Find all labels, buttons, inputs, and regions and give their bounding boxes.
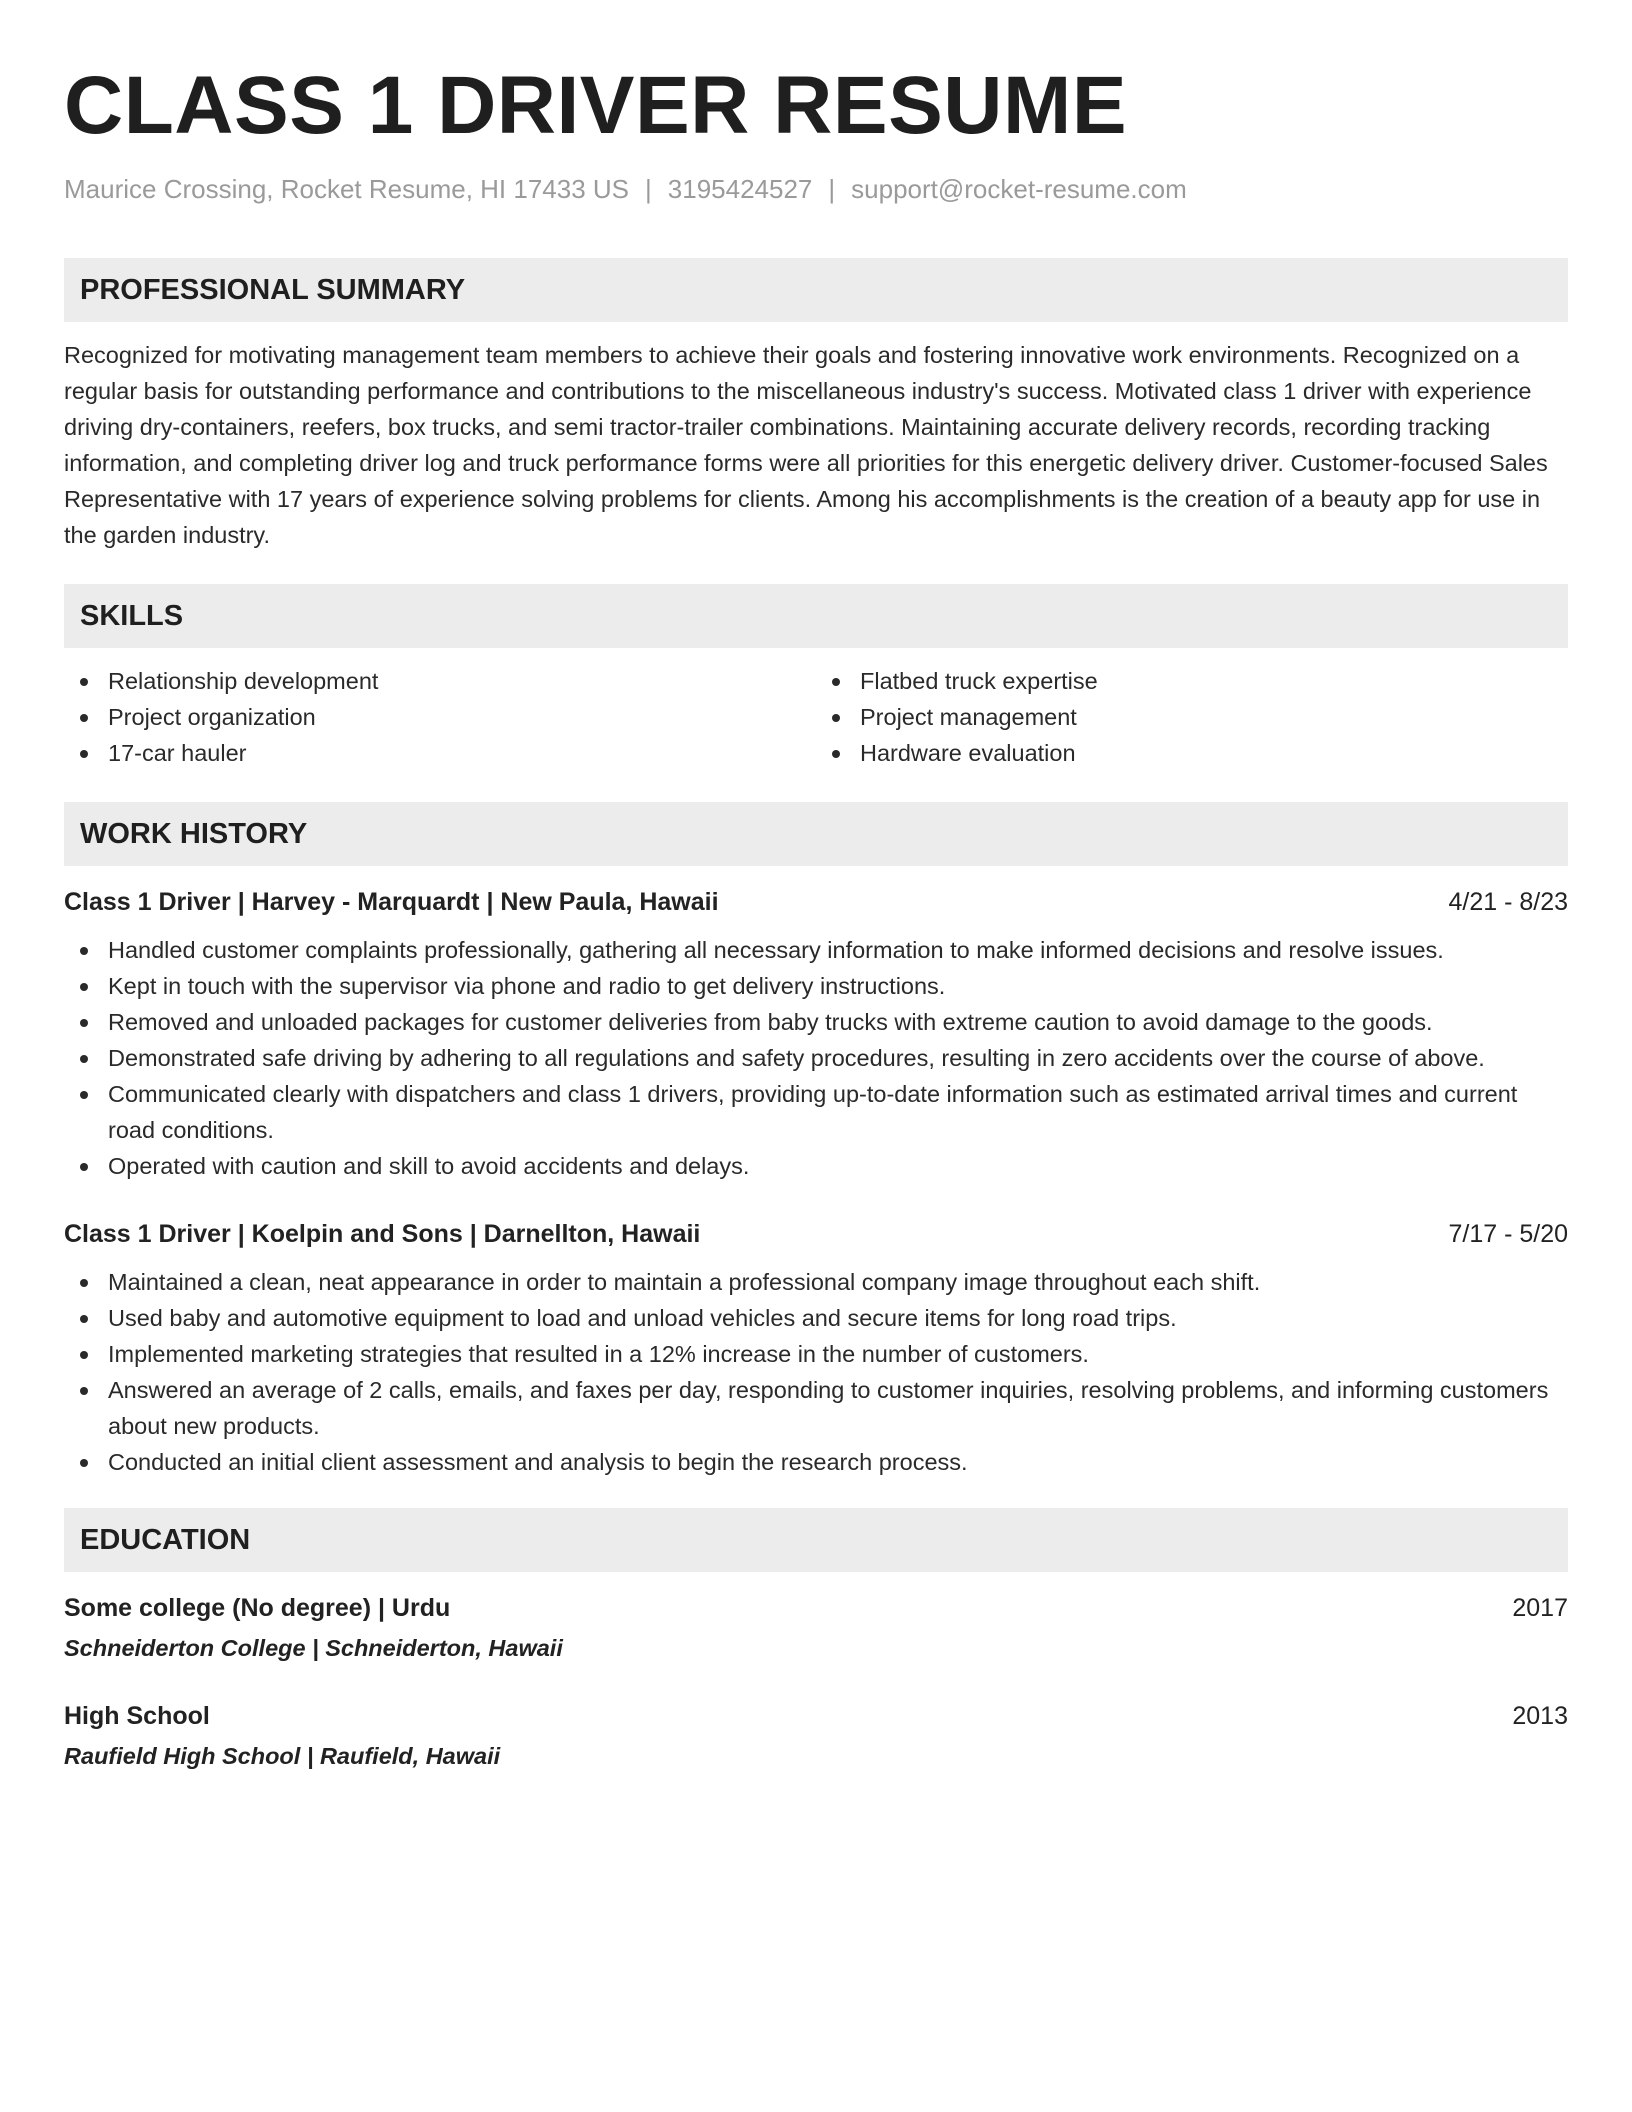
contact-address: Maurice Crossing, Rocket Resume, HI 17433 US <box>64 174 630 204</box>
job-bullets <box>64 1264 1568 1480</box>
job-bullet: Conducted an initial client assessment and analysis to begin the research process. <box>64 1444 1568 1480</box>
education-year: 2017 <box>1512 1594 1568 1622</box>
job-title: Class 1 Driver | Harvey - Marquardt | New Paula, Hawaii <box>64 888 719 916</box>
education-entry <box>64 1696 1568 1776</box>
education-degree: Some college (No degree) | Urdu <box>64 1594 451 1622</box>
job-bullet: Maintained a clean, neat appearance in order to maintain a professional company image throughout each shift. <box>64 1264 1568 1300</box>
skills-column-left <box>64 663 816 771</box>
job-dates: 7/17 - 5/20 <box>1448 1220 1568 1248</box>
skills-list <box>64 663 1568 771</box>
job-bullet: Answered an average of 2 calls, emails, and faxes per day, responding to customer inquiries, resolving problems, and informing customers about new products. <box>64 1372 1568 1444</box>
job-header <box>64 882 1568 922</box>
job-bullet: Removed and unloaded packages for customer deliveries from baby trucks with extreme caution to avoid damage to the goods. <box>64 1004 1568 1040</box>
skill-item: Flatbed truck expertise <box>816 663 1568 699</box>
skill-item: Project organization <box>64 699 816 735</box>
job-bullet: Communicated clearly with dispatchers and class 1 drivers, providing up-to-date information such as estimated arrival times and current road conditions. <box>64 1076 1568 1148</box>
skills-column-right <box>816 663 1568 771</box>
contact-separator: | <box>645 174 652 204</box>
skill-item: Project management <box>816 699 1568 735</box>
job-bullet: Kept in touch with the supervisor via phone and radio to get delivery instructions. <box>64 968 1568 1004</box>
skill-item: Relationship development <box>64 663 816 699</box>
education-degree: High School <box>64 1702 210 1730</box>
job-dates: 4/21 - 8/23 <box>1448 888 1568 916</box>
job-bullets <box>64 932 1568 1184</box>
job-bullet: Implemented marketing strategies that resulted in a 12% increase in the number of customers. <box>64 1336 1568 1372</box>
section-heading-work-history: WORK HISTORY <box>64 802 1568 866</box>
contact-phone: 3195424527 <box>667 174 813 204</box>
resume-title: CLASS 1 DRIVER RESUME <box>64 60 1128 151</box>
education-year: 2013 <box>1512 1702 1568 1730</box>
job-header <box>64 1214 1568 1254</box>
job-bullet: Used baby and automotive equipment to load and unload vehicles and secure items for long road trips. <box>64 1300 1568 1336</box>
contact-separator: | <box>828 174 836 204</box>
job-entry <box>64 1214 1568 1480</box>
skill-item: 17-car hauler <box>64 735 816 771</box>
section-heading-summary: PROFESSIONAL SUMMARY <box>64 258 1568 322</box>
job-bullet: Handled customer complaints professionally, gathering all necessary information to make informed decisions and resolve issues. <box>64 932 1568 968</box>
job-bullet: Operated with caution and skill to avoid accidents and delays. <box>64 1148 1568 1184</box>
education-school: Schneiderton College | Schneiderton, Hawaii <box>64 1635 563 1661</box>
contact-email: support@rocket-resume.com <box>851 174 1187 204</box>
summary-text: Recognized for motivating management team members to achieve their goals and fostering innovative work environments. Recognized on a regular basis for outstanding performance and contributions to the miscellaneous industry's success. Motivated class 1 driver with experience driving dry-containers, reefers, box trucks, and semi tractor-trailer combinations. Maintaining accurate delivery records, recording tracking information, and completing driver log and truck performance forms were all priorities for this energetic delivery driver. Customer-focused Sales Representative with 17 years of experience solving problems for clients. Among his accomplishments is the creation of a beauty app for use in the garden industry. <box>64 342 1548 548</box>
education-header <box>64 1696 1568 1736</box>
job-bullet: Demonstrated safe driving by adhering to all regulations and safety procedures, resulting in zero accidents over the course of above. <box>64 1040 1568 1076</box>
skill-item: Hardware evaluation <box>816 735 1568 771</box>
job-title: Class 1 Driver | Koelpin and Sons | Darnellton, Hawaii <box>64 1220 701 1248</box>
job-entry <box>64 882 1568 1184</box>
education-entry <box>64 1588 1568 1668</box>
contact-line <box>64 172 1568 206</box>
section-heading-skills: SKILLS <box>64 584 1568 648</box>
education-school: Raufield High School | Raufield, Hawaii <box>64 1743 501 1769</box>
section-heading-education: EDUCATION <box>64 1508 1568 1572</box>
education-header <box>64 1588 1568 1628</box>
